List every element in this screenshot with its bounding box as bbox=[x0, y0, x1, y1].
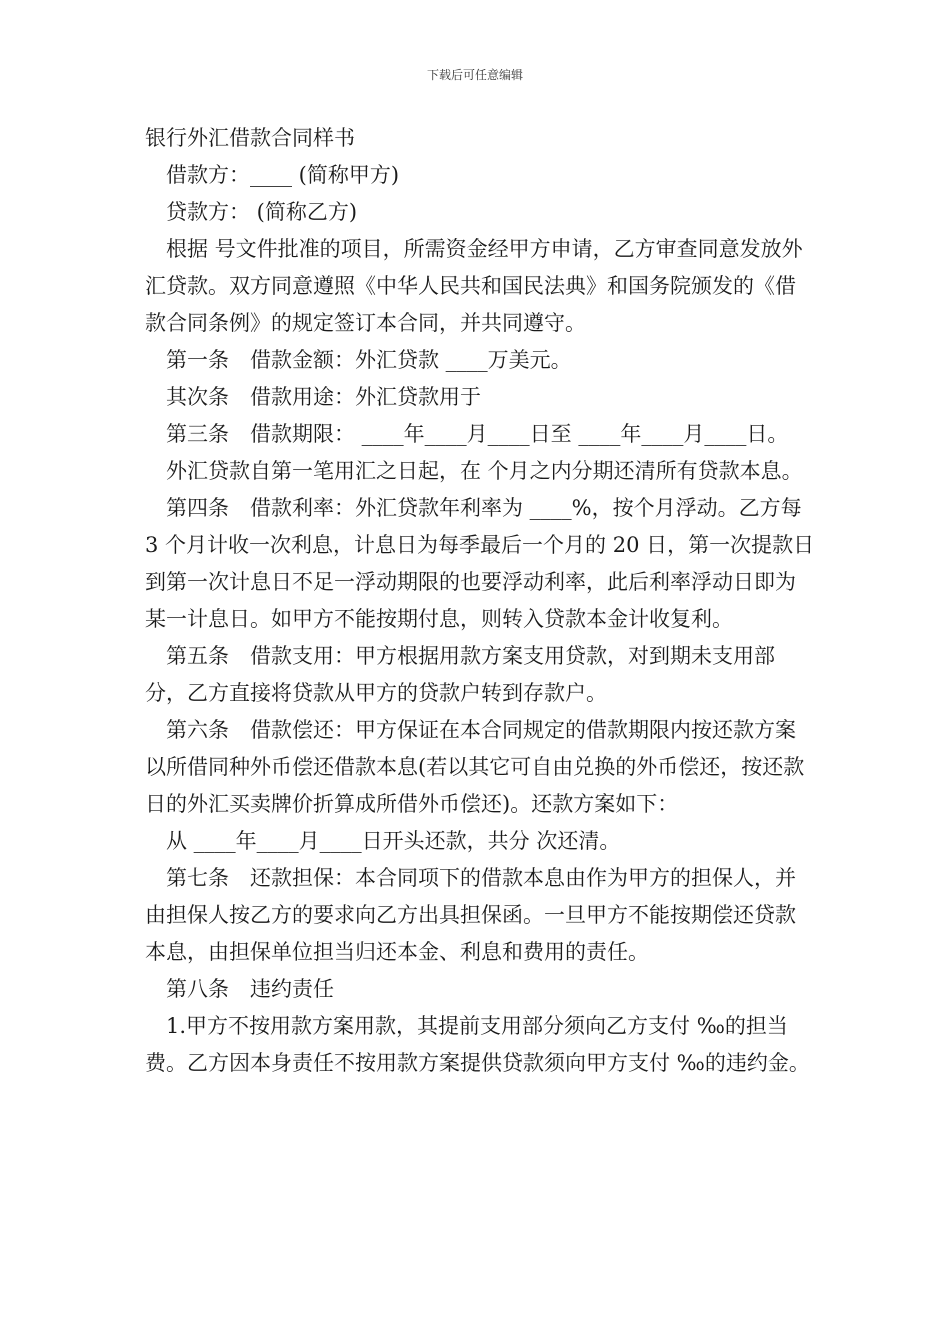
document-body bbox=[145, 120, 815, 1082]
paragraph-lender: 贷款方： (简称乙方) bbox=[166, 200, 358, 224]
paragraph-repayment-plan: 从 ____年____月____日开头还款，共分 次还清。 bbox=[166, 829, 621, 853]
paragraph-article-3-detail: 外汇贷款自第一笔用汇之日起，在 个月之内分期还清所有贷款本息。 bbox=[166, 459, 803, 483]
paragraph-article-7: 第七条 还款担保：本合同项下的借款本息由作为甲方的担保人，并由担保人按乙方的要求向乙方出具担保函。一旦甲方不能按期偿还贷款本息，由担保单位担当归还本金、利息和费用的责任。 bbox=[145, 866, 796, 964]
paragraph-article-8-item-1: 1.甲方不按用款方案用款，其提前支用部分须向乙方支付 ‰的担当费。乙方因本身责任不按用款方案提供贷款须向甲方支付 ‰的违约金。 bbox=[145, 1014, 810, 1075]
paragraph-article-2: 其次条 借款用途：外汇贷款用于 bbox=[166, 385, 481, 409]
paragraph-article-8: 第八条 违约责任 bbox=[166, 977, 334, 1001]
paragraph-article-5: 第五条 借款支用：甲方根据用款方案支用贷款，对到期未支用部分，乙方直接将贷款从甲方的贷款户转到存款户。 bbox=[145, 644, 775, 705]
paragraph-article-6: 第六条 借款偿还：甲方保证在本合同规定的借款期限内按还款方案以所借同种外币偿还借款本息(若以其它可自由兑换的外币偿还，按还款日的外汇买卖牌价折算成所借外币偿还)。还款方案如下： bbox=[145, 718, 805, 816]
paragraph-article-4: 第四条 借款利率：外汇贷款年利率为 ____%，按个月浮动。乙方每 3 个月计收一次利息，计息日为每季最后一个月的 20 日，第一次提款日到第一次计息日不足一浮动期限的也要浮动利率，此后利率浮动日即为某一计息日。如甲方不能按期付息，则转入贷款本金计收复利。 bbox=[145, 496, 815, 631]
page-header-note: 下载后可任意编辑 bbox=[426, 68, 523, 82]
paragraph-article-3: 第三条 借款期限： ____年____月____日至 ____年____月____日。 bbox=[166, 422, 789, 446]
paragraph-article-1: 第一条 借款金额：外汇贷款 ____万美元。 bbox=[166, 348, 572, 372]
document-title: 银行外汇借款合同样书 bbox=[145, 126, 355, 150]
paragraph-borrower: 借款方：____ (简称甲方) bbox=[166, 163, 400, 187]
paragraph-preamble: 根据 号文件批准的项目，所需资金经甲方申请，乙方审查同意发放外汇贷款。双方同意遵照《中华人民共和国民法典》和国务院颁发的《借款合同条例》的规定签订本合同，并共同遵守。 bbox=[145, 237, 803, 335]
